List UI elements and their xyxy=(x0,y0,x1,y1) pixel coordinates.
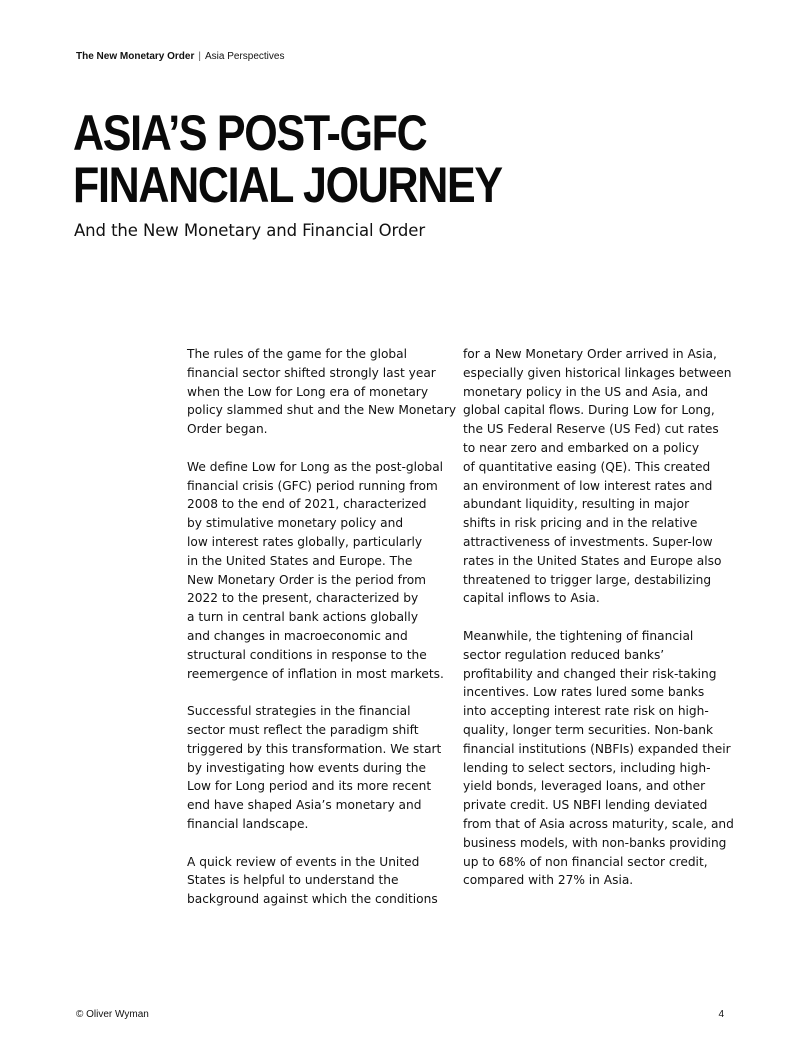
page-title-line-1: ASIA’S POST-GFC xyxy=(73,105,427,161)
body-text-line: Low for Long period and its more recent xyxy=(187,779,432,794)
footer-page-number: 4 xyxy=(718,1009,724,1020)
body-text-line: shifts in risk pricing and in the relative xyxy=(463,516,698,531)
page-title-line-2: FINANCIAL JOURNEY xyxy=(73,157,502,213)
body-paragraph xyxy=(187,458,449,684)
body-column-left xyxy=(187,345,457,928)
body-text-line: capital inflows to Asia. xyxy=(463,591,600,606)
body-text-line: the US Federal Reserve (US Fed) cut rates xyxy=(463,422,719,437)
body-text-line: financial crisis (GFC) period running from xyxy=(187,478,438,493)
body-text-line: 2008 to the end of 2021, characterized xyxy=(187,497,427,512)
body-text-line: financial landscape. xyxy=(187,816,309,831)
running-header xyxy=(76,51,284,62)
body-text-line: lending to select sectors, including high- xyxy=(463,760,711,775)
body-text-line: compared with 27% in Asia. xyxy=(463,873,634,888)
body-text-line: reemergence of inflation in most markets. xyxy=(187,666,444,681)
body-text-line: quality, longer term securities. Non-bank xyxy=(463,722,714,737)
body-text-line: when the Low for Long era of monetary xyxy=(187,384,429,399)
body-text-line: We define Low for Long as the post-global xyxy=(187,459,444,474)
body-text-line: business models, with non-banks providing xyxy=(463,835,727,850)
body-text-line: New Monetary Order is the period from xyxy=(187,572,427,587)
body-text-line: of quantitative easing (QE). This created xyxy=(463,459,711,474)
body-text-line: low interest rates globally, particularly xyxy=(187,534,423,549)
body-text-line: incentives. Low rates lured some banks xyxy=(463,685,705,700)
body-text-line: threatened to trigger large, destabilizing xyxy=(463,572,712,587)
footer-copyright: © Oliver Wyman xyxy=(76,1009,149,1020)
body-text-line: A quick review of events in the United xyxy=(187,854,420,869)
body-text-line: and changes in macroeconomic and xyxy=(187,628,408,643)
body-text-line: policy slammed shut and the New Monetary xyxy=(187,403,457,418)
body-text-line: in the United States and Europe. The xyxy=(187,553,413,568)
body-text-line: end have shaped Asia’s monetary and xyxy=(187,798,422,813)
body-text-line: 2022 to the present, characterized by xyxy=(187,591,419,606)
body-paragraph xyxy=(187,345,457,439)
body-paragraph xyxy=(187,702,449,834)
body-text-line: attractiveness of investments. Super-low xyxy=(463,534,713,549)
body-text-line: up to 68% of non financial sector credit, xyxy=(463,854,708,869)
body-text-line: The rules of the game for the global xyxy=(187,347,408,361)
page-subtitle: And the New Monetary and Financial Order xyxy=(74,221,426,240)
body-text-line: especially given historical linkages between xyxy=(463,365,732,380)
body-text-line: by stimulative monetary policy and xyxy=(187,516,404,531)
body-text-line: from that of Asia across maturity, scale, and xyxy=(463,816,734,831)
body-text-line: triggered by this transformation. We start xyxy=(187,741,442,756)
body-text-line: to near zero and embarked on a policy xyxy=(463,440,700,455)
body-text-line: rates in the United States and Europe also xyxy=(463,553,722,568)
body-text-line: Order began. xyxy=(187,422,268,437)
body-text-line: private credit. US NBFI lending deviated xyxy=(463,798,708,813)
header-separator: | xyxy=(198,51,201,62)
body-text-line: an environment of low interest rates and xyxy=(463,478,713,493)
body-column-right xyxy=(463,345,738,909)
body-text-line: profitability and changed their risk-taking xyxy=(463,666,717,681)
body-text-line: background against which the conditions xyxy=(187,892,438,907)
body-text-line: financial institutions (NBFIs) expanded their xyxy=(463,741,731,756)
page-title xyxy=(73,107,502,211)
body-text-line: structural conditions in response to the xyxy=(187,647,427,662)
body-text-line: yield bonds, leveraged loans, and other xyxy=(463,779,706,794)
body-text-line: for a New Monetary Order arrived in Asia, xyxy=(463,347,717,361)
body-paragraph xyxy=(187,853,449,909)
body-text-line: by investigating how events during the xyxy=(187,760,427,775)
header-document-title: The New Monetary Order xyxy=(76,51,195,62)
body-text-line: a turn in central bank actions globally xyxy=(187,610,419,625)
body-paragraph xyxy=(463,345,738,608)
header-section: Asia Perspectives xyxy=(204,51,285,62)
body-text-line: Meanwhile, the tightening of financial xyxy=(463,628,694,643)
body-text-line: global capital flows. During Low for Long, xyxy=(463,403,715,418)
body-text-line: monetary policy in the US and Asia, and xyxy=(463,384,709,399)
body-text-line: abundant liquidity, resulting in major xyxy=(463,497,690,512)
body-paragraph xyxy=(463,627,738,890)
body-text-line: Successful strategies in the financial xyxy=(187,704,411,719)
body-text-line: sector must reflect the paradigm shift xyxy=(187,722,419,737)
body-text-line: financial sector shifted strongly last year xyxy=(187,365,436,380)
body-text-line: sector regulation reduced banks’ xyxy=(463,647,665,662)
body-text-line: into accepting interest rate risk on high- xyxy=(463,704,709,719)
body-text-line: States is helpful to understand the xyxy=(187,873,399,888)
